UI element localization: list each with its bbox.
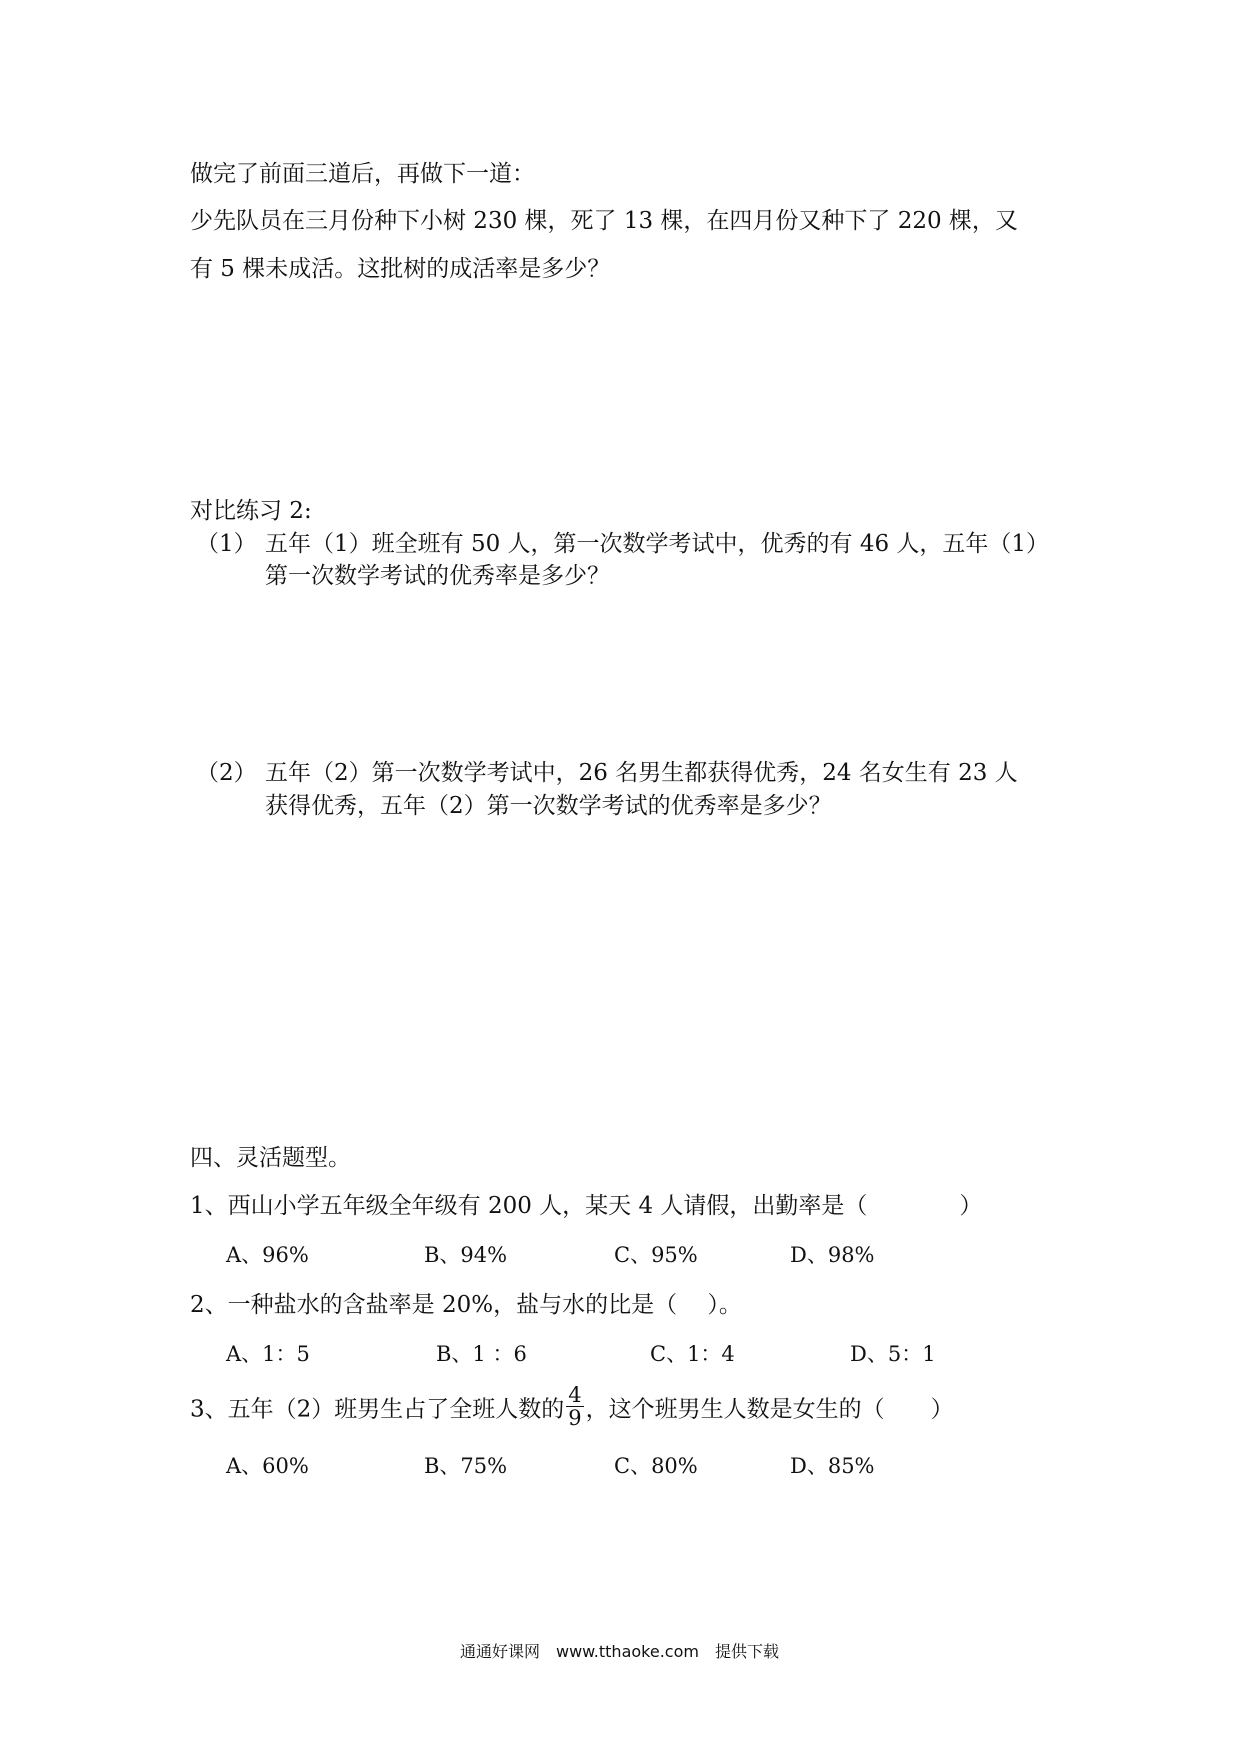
intro-question-line2: 有 5 棵未成活。这批树的成活率是多少？ [190,256,611,282]
practice2-q1-number: （1） [196,531,257,557]
fraction-denominator: 9 [568,1406,582,1430]
practice2-q2-number: （2） [196,760,257,786]
practice2-q2-line1: 五年（2）第一次数学考试中，26 名男生都获得优秀，24 名女生有 23 人 [265,760,1018,786]
section4-q2-option-d: D、5：1 [850,1342,936,1366]
fraction-four-ninths [566,1384,583,1429]
section4-q3-text-after: ，这个班男生人数是女生的（ ） [585,1396,954,1423]
section4-heading: 四、灵活题型。 [190,1145,351,1171]
section4-q2-text: 2、一种盐水的含盐率是 20%，盐与水的比是（ ）。 [190,1292,742,1318]
section4-q1-option-a: A、96% [226,1243,309,1267]
section4-q1-option-d: D、98% [790,1243,875,1267]
section4-q2-option-b: B、1 ：6 [436,1342,527,1366]
section4-q3-option-d: D、85% [790,1454,875,1478]
intro-question-line1: 少先队员在三月份种下小树 230 棵，死了 13 棵，在四月份又种下了 220 棵，又 [190,208,1018,234]
practice2-q1-line1: 五年（1）班全班有 50 人，第一次数学考试中，优秀的有 46 人，五年（1） [265,531,1050,557]
practice2-q2-line2: 获得优秀，五年（2）第一次数学考试的优秀率是多少？ [265,793,832,819]
practice2-q1-line2: 第一次数学考试的优秀率是多少？ [265,563,610,589]
section4-q2-option-c: C、1：4 [650,1342,735,1366]
section4-q3-text-before: 3、五年（2）班男生占了全班人数的 [190,1396,565,1423]
section4-q3-option-b: B、75% [424,1454,508,1478]
section4-q1-option-c: C、95% [614,1243,698,1267]
section4-q3-option-a: A、60% [226,1454,309,1478]
intro-heading: 做完了前面三道后，再做下一道： [190,161,535,187]
practice2-heading: 对比练习 2: [190,498,312,524]
section4-q2-option-a: A、1：5 [226,1342,310,1366]
section4-q3-line [190,1383,954,1433]
section4-q1-option-b: B、94% [424,1243,508,1267]
section4-q3-option-c: C、80% [614,1454,698,1478]
fraction-numerator: 4 [568,1383,582,1407]
footer-text: 通通好课网 www.tthaoke.com 提供下载 [460,1642,779,1661]
section4-q1-text: 1、西山小学五年级全年级有 200 人，某天 4 人请假，出勤率是（ ） [190,1193,983,1219]
